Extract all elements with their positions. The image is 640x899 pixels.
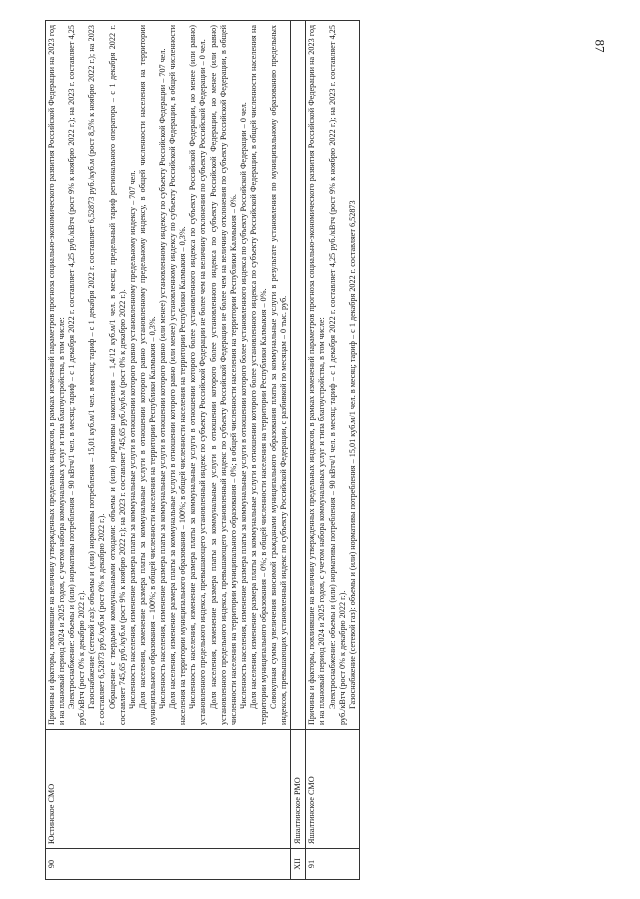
paragraph: Совокупная сумма увеличения вносимой гражданами муниципального образования платы за коммунальные услуги в результате установления по муниципальному образованию предельных индексов, превышающих установленный индекс по субъекту Российской Федерации, с разбивкой по месяцам – 0 тыс. руб. (269, 24, 289, 725)
table-row (46, 20, 291, 879)
paragraph: Причины и факторы, повлиявшие на величину утвержденных предельных индексов, в рамках изменений параметров прогноза социально-экономического развития Российской Федерации на 2023 год и на плановый период 2024 и 2025 годов, с учетом набора коммунальных услуг и типа благоустройства, в том числе: (307, 24, 327, 725)
municipality-name: Яшалтинское СМО (306, 729, 359, 848)
row-number: 90 (46, 848, 291, 879)
row-description (46, 20, 291, 729)
paragraph: Электроснабжение: объемы и (или) нормативы потребления – 90 кВтч/1 чел. в месяц; тариф – с 1 декабря 2022 г. составляет 4,25 руб./кВтч (рост 9% к ноябрю 2022 г.); на 2023 г. составляет 4,25 руб./кВтч (рост 0% к декабрю 2022 г.). (327, 24, 347, 725)
paragraph: Численность населения, изменение размера платы за коммунальные услуги в отношении которого более установленного индекса по субъекту Российской Федерации, но менее (или равно) установленного предельного индекса, превышающего установленный индекс по субъекту Российской Федерации не более чем на величину отклонения по субъекту Российской Федерации – 0 чел. (188, 24, 208, 725)
paragraph: Численность населения, изменение размера платы за коммунальные услуги в отношении которого равно установленному предельному индексу – 707 чел. (127, 169, 137, 709)
row-description (306, 20, 359, 729)
paragraph: Численность населения, изменение размера платы за коммунальные услуги в отношении которого равно (или менее) установленному индексу по субъекту Российской Федерации – 707 чел. (158, 47, 168, 709)
paragraph: Газоснабжение (сетевой газ): объемы и (или) нормативы потребления – 15,01 куб.м/1 чел. в месяц; тариф – с 1 декабря 2022 г. составляет 6,52873 руб./куб.м (рост 8,5% к ноябрю 2022 г.); на 2023 г. составляет 6,52873 руб./куб.м (рост 0% к декабрю 2022 г.). (87, 24, 107, 725)
paragraph: Обращение с твердыми коммунальными отходами: объемы и (или) нормативы накопления – 1,4/12 куб.м/1 чел. в месяц; предельный тариф регионального оператора – с 1 декабря 2022 г. составляет 745,65 руб./куб.м (рост 9% к ноябрю 2022 г.); на 2023 г. составляет 745,65 руб./куб.м (рост 0% к декабрю 2022 г.). (107, 24, 127, 725)
paragraph: Газоснабжение (сетевой газ): объемы и (или) нормативы потребления – 15,01 куб.м/1 чел. в месяц; тариф – с 1 декабря 2022 г. составляет 6,52873 (347, 199, 357, 709)
table-row (306, 20, 359, 879)
rotated-page-content (45, 20, 595, 880)
section-title: Яшалтинское РМО (291, 729, 306, 848)
indices-table (45, 20, 360, 880)
paragraph: Доля населения, изменение размера платы за коммунальные услуги в отношении которого более установленного индекса по субъекту Российской Федерации, но менее (или равно) установленного предельного индекса, превышающего установленный индекс по субъекту Российской Федерации не более чем на величину отклонения по субъекту Российской Федерации, в общей численности населения на территории муниципального образования – 0%; в общей численности населения на территории Республики Калмыкия – 0%. (208, 24, 238, 725)
paragraph: Доля населения, изменение размера платы за коммунальные услуги в отношении которого равно установленному предельному индексу, в общей численности населения на территории муниципального образования – 100%; в общей численности населения на территории Республики Калмыкия – 0,3%. (137, 24, 157, 725)
paragraph: Причины и факторы, повлиявшие на величину утвержденных предельных индексов, в рамках изменений параметров прогноза социально-экономического развития Российской Федерации на 2023 год и на плановый период 2024 и 2025 годов, с учетом набора коммунальных услуг и типа благоустройства, в том числе: (47, 24, 67, 725)
municipality-name: Юстинское СМО (46, 729, 291, 848)
section-number: XII (291, 848, 306, 879)
paragraph: Численность населения, изменение размера платы за коммунальные услуги в отношении которого более установленного индекса по субъекту Российской Федерации – 0 чел. (238, 101, 248, 709)
section-empty-cell (291, 20, 306, 729)
row-number: 91 (306, 848, 359, 879)
paragraph: Доля населения, изменение размера платы за коммунальные услуги в отношении которого более установленного индекса по субъекту Российской Федерации, в общей численности населения на территории муниципального образования – 0%; в общей численности населения на территории Республики Калмыкия – 0%. (248, 24, 268, 725)
section-row (291, 20, 306, 879)
page-number: 87 (592, 39, 608, 53)
paragraph: Электроснабжение: объемы и (или) нормативы потребления – 90 кВтч/1 чел. в месяц; тариф – с 1 декабря 2022 г. составляет 4,25 руб./кВтч (рост 9% к ноябрю 2022 г.); на 2023 г. составляет 4,25 руб./кВтч (рост 0% к декабрю 2022 г.). (67, 24, 87, 725)
paragraph: Доля населения, изменение размера платы за коммунальные услуги в отношении которого равно (или менее) установленному индексу по субъекту Российской Федерации, в общей численности населения на территории муниципального образования – 100%; в общей численности населения на территории Республики Калмыкия – 0,3%. (168, 24, 188, 725)
